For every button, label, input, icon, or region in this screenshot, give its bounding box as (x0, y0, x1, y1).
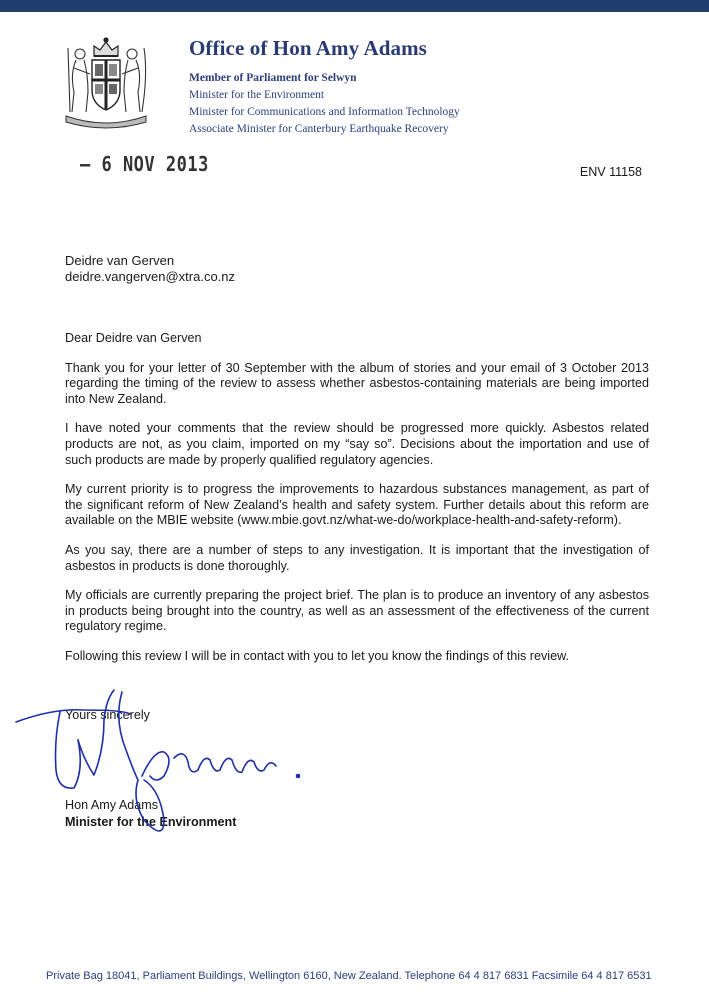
role-mp: Member of Parliament for Selwyn (189, 72, 357, 84)
reference-number: ENV 11158 (579, 165, 642, 179)
letterhead-footer: Private Bag 18041, Parliament Buildings, Wellington 6160, New Zealand. Telephone 64 4 817 6831 Facsimile 64 4 817 6531 (46, 970, 652, 982)
date-stamp: – 6 NOV 2013 (80, 153, 209, 177)
salutation: Dear Deidre van Gerven (65, 331, 202, 345)
paragraph-1: Thank you for your letter of 30 September with the album of stories and your email of 3 October 2013 regarding the timing of the review to assess whether asbestos-containing materials are being imported into New Zealand. (65, 360, 649, 406)
nz-coat-of-arms-icon (58, 34, 154, 134)
paragraph-3: My current priority is to progress the improvements to hazardous substances management, as part of the significant reform of New Zealand’s health and safety system. Further details about this reform are available on the MBIE website (www.mbie.govt.nz/what-we-do/workplace-health-and-safety-reform). (65, 482, 649, 528)
recipient-email: deidre.vangerven@xtra.co.nz (65, 269, 236, 284)
closing: Yours sincerely (65, 708, 150, 722)
signatory-title: Minister for the Environment (65, 815, 237, 829)
letterhead-roles (189, 70, 460, 138)
signatory-name: Hon Amy Adams (65, 798, 159, 812)
recipient-block (65, 253, 235, 285)
paragraph-4: As you say, there are a number of steps to any investigation. It is important that the investigation of asbestos in products is done thoroughly. (65, 542, 649, 573)
letterhead-top-bar (0, 0, 709, 12)
handwritten-signature (14, 680, 314, 840)
paragraph-6: Following this review I will be in contact with you to let you know the findings of this review. (65, 648, 569, 663)
office-title: Office of Hon Amy Adams (189, 36, 427, 60)
paragraph-5: My officials are currently preparing the project brief. The plan is to produce an inventory of any asbestos in products being brought into the country, as well as an assessment of the effectiveness of the current regulatory regime. (65, 588, 649, 634)
recipient-name: Deidre van Gerven (65, 253, 175, 268)
role-environment: Minister for the Environment (189, 89, 325, 101)
role-canterbury: Associate Minister for Canterbury Earthquake Recovery (189, 123, 449, 135)
role-communications: Minister for Communications and Information Technology (189, 106, 460, 118)
letter-body (65, 331, 649, 679)
paragraph-2: I have noted your comments that the review should be progressed more quickly. Asbestos related products are not, as you claim, imported on my “say so”. Decisions about the importation and use of such products are made by properly qualified regulatory agencies. (65, 421, 649, 467)
